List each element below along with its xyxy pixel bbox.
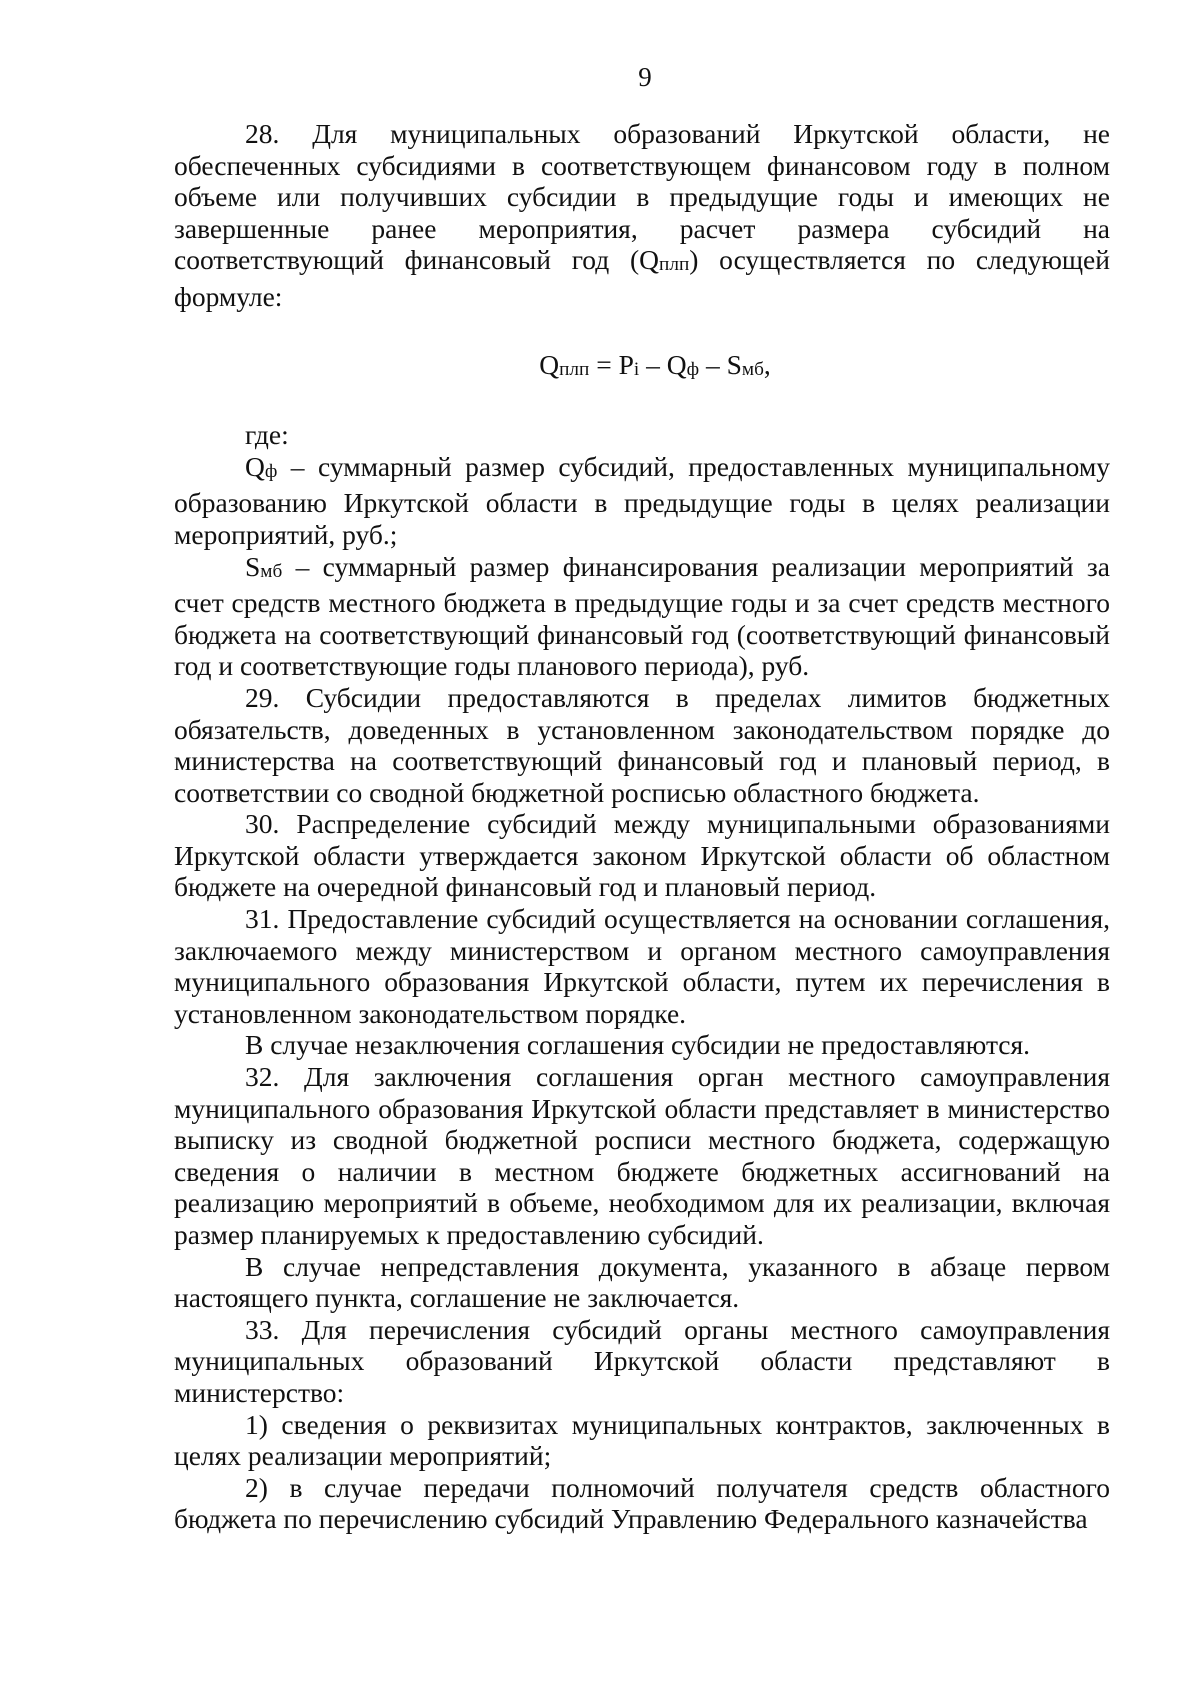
qf-symbol: Q — [245, 450, 265, 482]
paragraph-33-item-1: 1) сведения о реквизитах муниципальных контрактов, заключенных в целях реализации мероприятий; — [174, 1408, 1110, 1472]
paragraph-32: 32. Для заключения соглашения орган местного самоуправления муниципального образования Иркутской области представляет в министерство выписку из сводной бюджетной росписи местного бюджета, содержащую сведения о наличии в местном бюджете бюджетных ассигнований на реализацию мероприятий в объеме, необходимом для их реализации, включая размер планируемых к предоставлению субсидий. — [174, 1061, 1110, 1250]
q-plp-symbol: Q — [639, 244, 660, 276]
formula-qf-subscript: ф — [686, 358, 700, 380]
smb-symbol: S — [245, 550, 261, 582]
smb-subscript: мб — [260, 560, 283, 582]
smb-definition-text: – суммарный размер финансирования реализации мероприятий за счет средств местного бюджета в предыдущие годы и за счет средств местного бюджета на соответствующий финансовый год (соответствующий финансовый год и соответствующие годы планового периода), руб. — [174, 550, 1110, 682]
document-body — [174, 118, 1110, 1535]
definition-qf — [174, 451, 1110, 551]
paragraph-33-item-2: 2) в случае передачи полномочий получателя средств областного бюджета по перечислению субсидий Управлению Федерального казначейства — [174, 1471, 1110, 1535]
paragraph-33: 33. Для перечисления субсидий органы местного самоуправления муниципальных образований Иркутской области представляют в министерство: — [174, 1313, 1110, 1408]
formula-p-subscript: i — [633, 358, 640, 380]
q-plp-subscript: плп — [659, 254, 690, 276]
paragraph-31: 31. Предоставление субсидий осуществляется на основании соглашения, заключаемого между министерством и органом местного самоуправления муниципального образования Иркутской области, путем их перечисления в установленном законодательством порядке. — [174, 903, 1110, 1029]
where-label: где: — [245, 419, 289, 451]
formula-s-subscript: мб — [741, 358, 764, 380]
formula-minus-q: – Q — [639, 348, 687, 380]
formula-q-subscript: плп — [559, 358, 590, 380]
qf-definition-text: – суммарный размер субсидий, предоставленных муниципальному образованию Иркутской области в предыдущие годы в целях реализации мероприятий, руб.; — [174, 450, 1110, 550]
definition-smb — [174, 551, 1110, 682]
paragraph-28-text-before: 28. Для муниципальных образований Иркутской области, не обеспеченных субсидиями в соответствующем финансовом году в полном объеме или получивших субсидии в предыдущие годы и имеющих не завершенные ранее мероприятия, расчет размера субсидий на соответствующий финансовый год ( — [174, 118, 1110, 276]
formula-equals-p: = P — [589, 348, 634, 380]
paragraph-32-note: В случае непредставления документа, указанного в абзаце первом настоящего пункта, соглашение не заключается. — [174, 1250, 1110, 1314]
page-number: 9 — [638, 62, 652, 92]
formula-comma: , — [763, 348, 771, 380]
paragraph-28-text-after: ) осуществляется по следующей формуле: — [174, 244, 1110, 312]
paragraph-31-note: В случае незаключения соглашения субсидии не предоставляются. — [245, 1029, 1031, 1061]
qf-subscript: ф — [264, 460, 278, 482]
formula-minus-s: – S — [699, 348, 742, 380]
paragraph-30: 30. Распределение субсидий между муниципальными образованиями Иркутской области утверждается законом Иркутской области об областном бюджете на очередной финансовый год и плановый период. — [174, 808, 1110, 903]
paragraph-28 — [174, 118, 1110, 313]
subsidy-formula — [174, 349, 1110, 386]
paragraph-29: 29. Субсидии предоставляются в пределах лимитов бюджетных обязательств, доведенных в установленном законодательством порядке до министерства на соответствующий финансовый год и плановый период, в соответствии со сводной бюджетной росписью областного бюджета. — [174, 681, 1110, 808]
formula-q: Q — [539, 348, 560, 380]
